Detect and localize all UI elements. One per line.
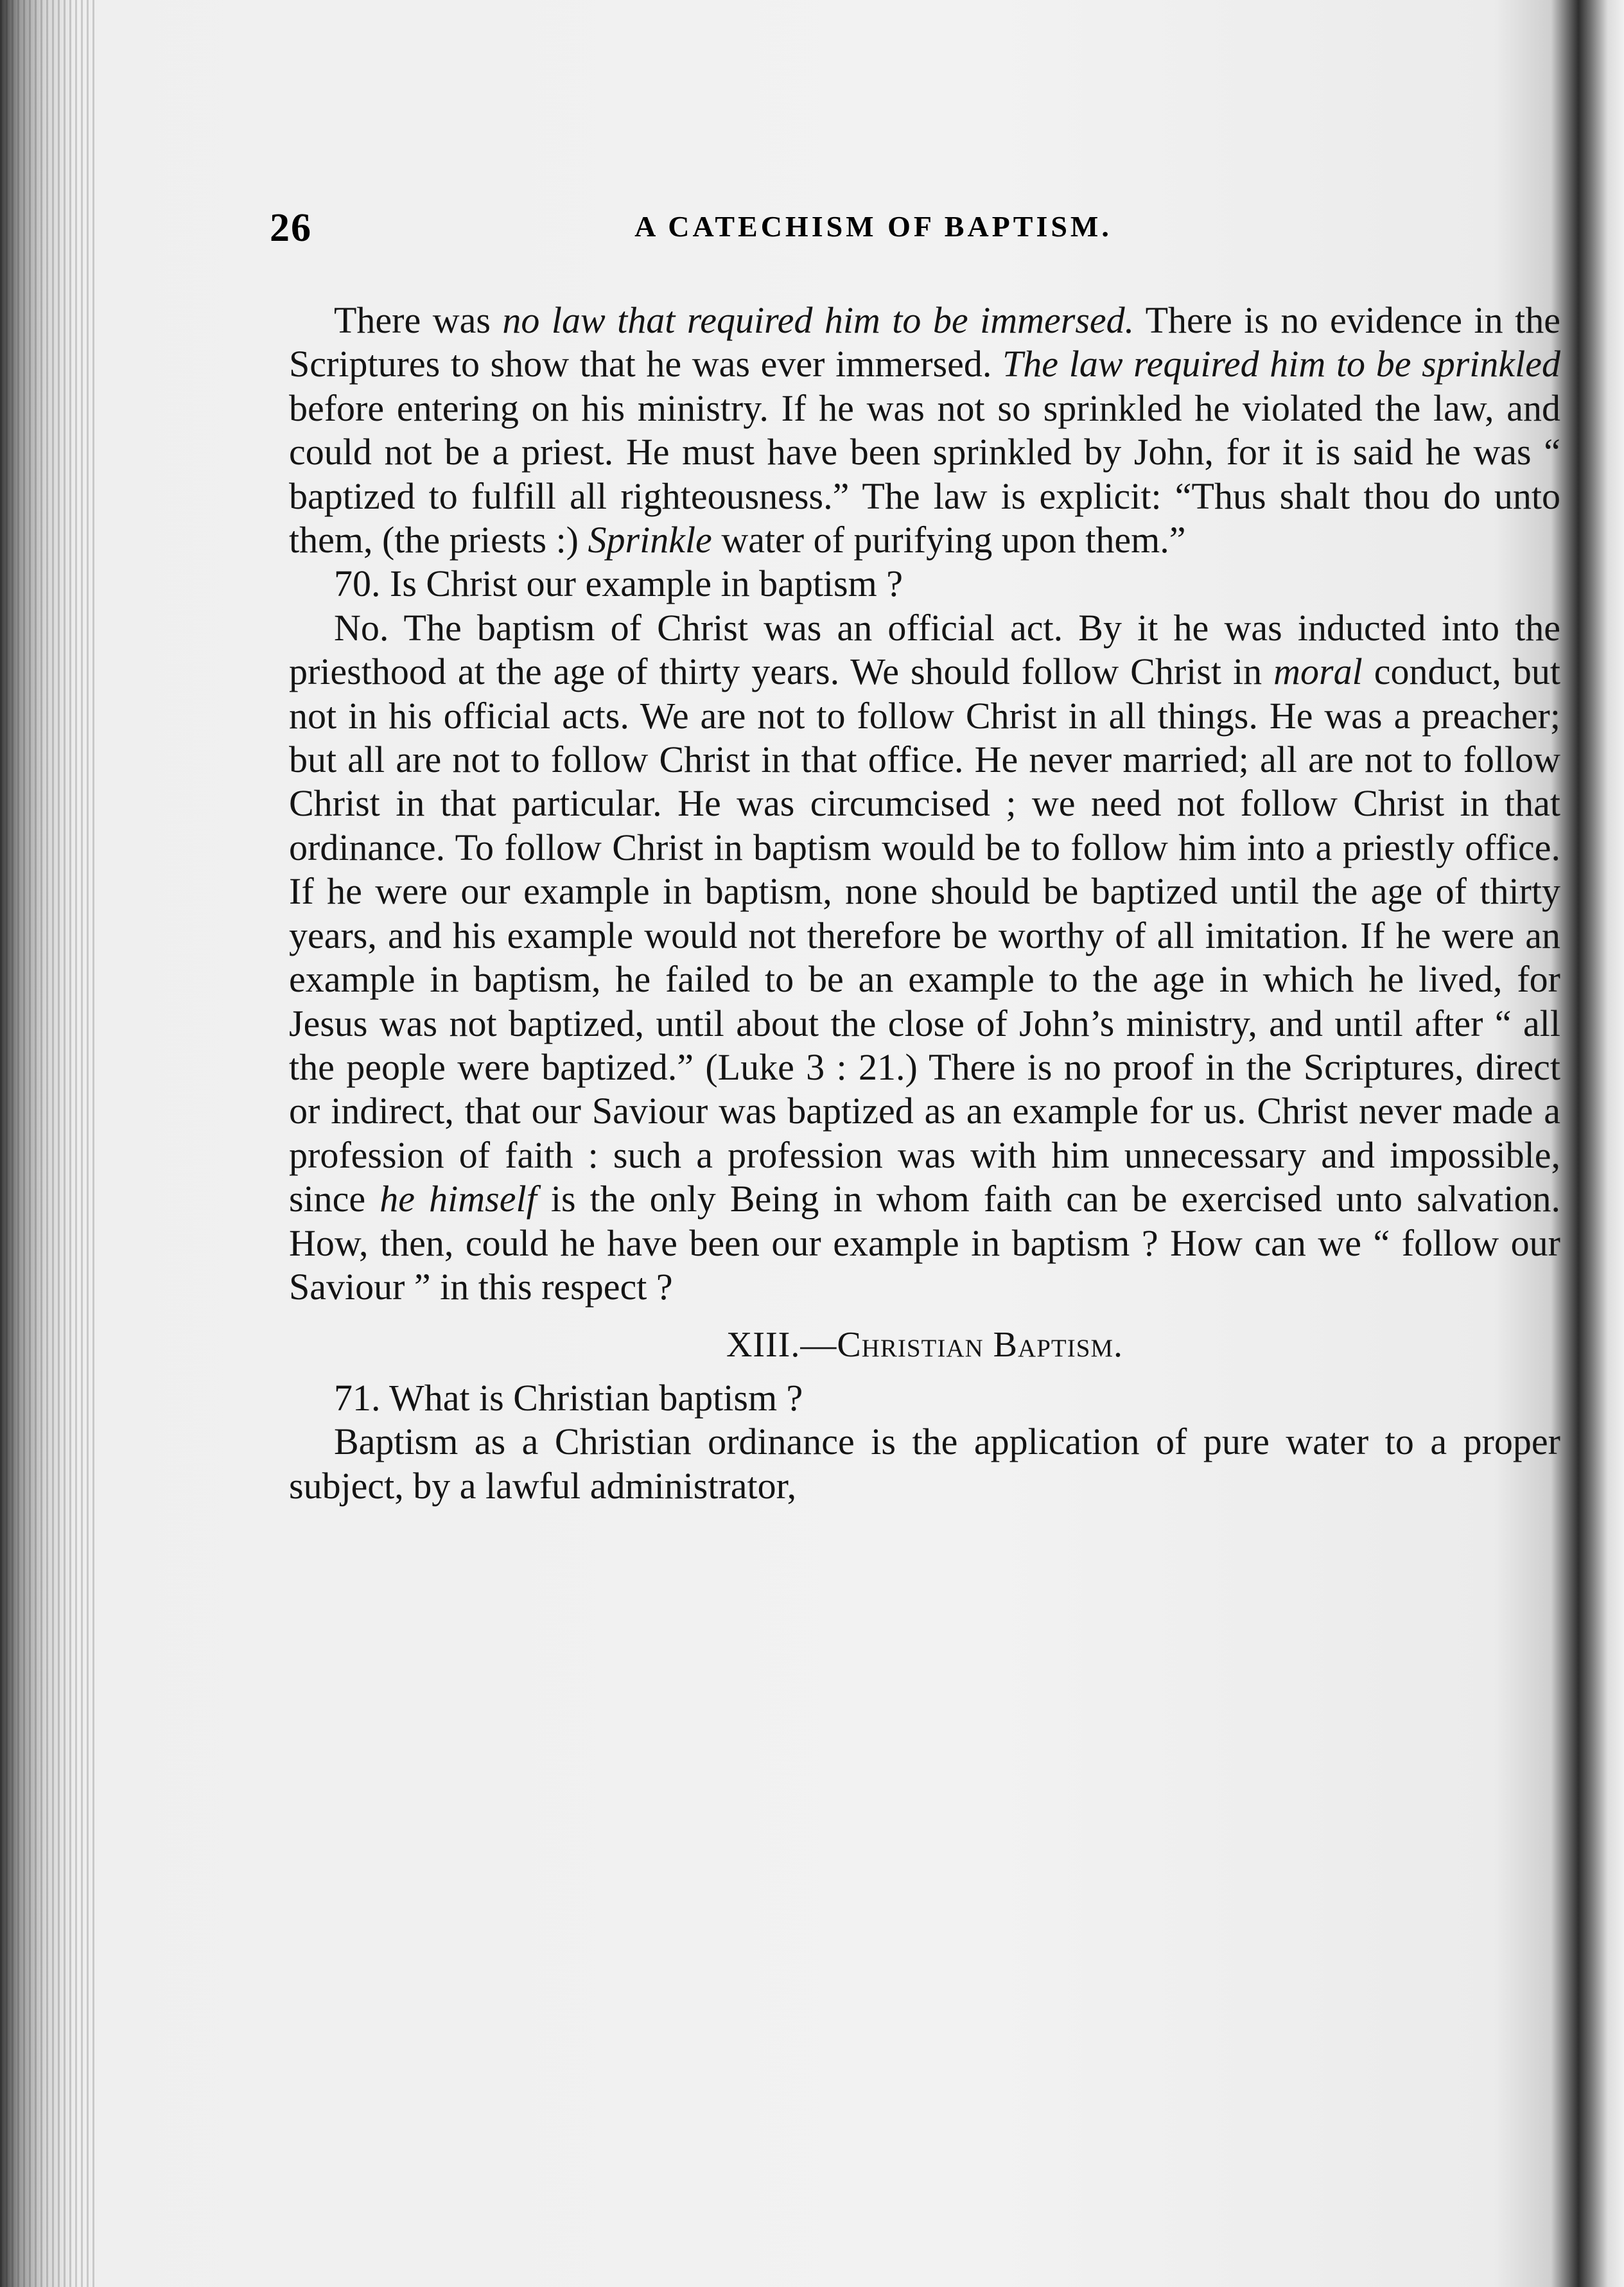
question-70: 70. Is Christ our example in baptism ? (334, 563, 903, 605)
binding-shadow (0, 0, 96, 2287)
paragraph-continuation (289, 299, 1560, 562)
section-heading (289, 1323, 1560, 1367)
question-71: 71. What is Christian baptism ? (334, 1376, 803, 1419)
text-run: There is no evidence in the Scriptures to show that he was ever immersed. (289, 299, 1560, 385)
italic-run: no law that required him to be immersed. (502, 299, 1135, 341)
text-run: water of purifying upon them.” (712, 519, 1186, 561)
italic-run: moral (1273, 651, 1363, 693)
answer-71: Baptism as a Christian ordinance is the application of pure water to a proper subject, by a lawful administrator, (289, 1421, 1560, 1507)
running-head (270, 206, 1477, 263)
page-number: 26 (270, 206, 312, 250)
italic-run: The law required him to be sprinkled (1002, 343, 1560, 385)
italic-run: Sprinkle (588, 519, 712, 561)
text-run: conduct, but not in his official acts. We are not to follow Christ in all things. He was a preacher; but all are not to follow Christ in that office. He never married; all are not to follow Christ in that particular. He was circumcised ; we need not follow Christ in that ordinance. To follow Christ in baptism would be to follow him into a priestly office. If he were our example in baptism, none should be baptized until the age of thirty years, and his example would not therefore be worthy of all imitation. If he were an example in baptism, he failed to be an example to the age in which he lived, for Jesus was not baptized, until about the close of John’s ministry, and until after “ all the people were baptized.” (Luke 3 : 21.) There is no proof in the Scriptures, direct or indirect, that our Saviour was baptized as an example for us. Christ never made a profession of faith : such a profession was with him unnecessary and impossible, since (289, 651, 1561, 1220)
page-body (289, 299, 1560, 1508)
text-run: No. The baptism of Christ was an official act. By it he was inducted into the priesthood at the age of thirty years. We should follow Christ in (289, 606, 1560, 693)
section-title: Christian Baptism. (837, 1325, 1124, 1365)
italic-run: he himself (380, 1178, 537, 1220)
book-page (212, 167, 1561, 2158)
text-run: is the only Being in whom faith can be exercised unto salvation. How, then, could he have been our example in baptism ? How can we “ follow our Saviour ” in this respect ? (289, 1178, 1560, 1308)
text-run: There was (334, 299, 503, 341)
running-title: A CATECHISM OF BAPTISM. (634, 210, 1112, 243)
text-run: before entering on his ministry. If he was not so sprinkled he violated the law, and could not be a priest. He must have been sprinkled by John, for it is said he was “ baptized to fulfill all righteousness.” The law is explicit: “Thus shalt thou do unto them, (the priests :) (289, 387, 1560, 561)
section-number: XIII.— (726, 1325, 837, 1365)
answer-70 (289, 606, 1560, 1310)
